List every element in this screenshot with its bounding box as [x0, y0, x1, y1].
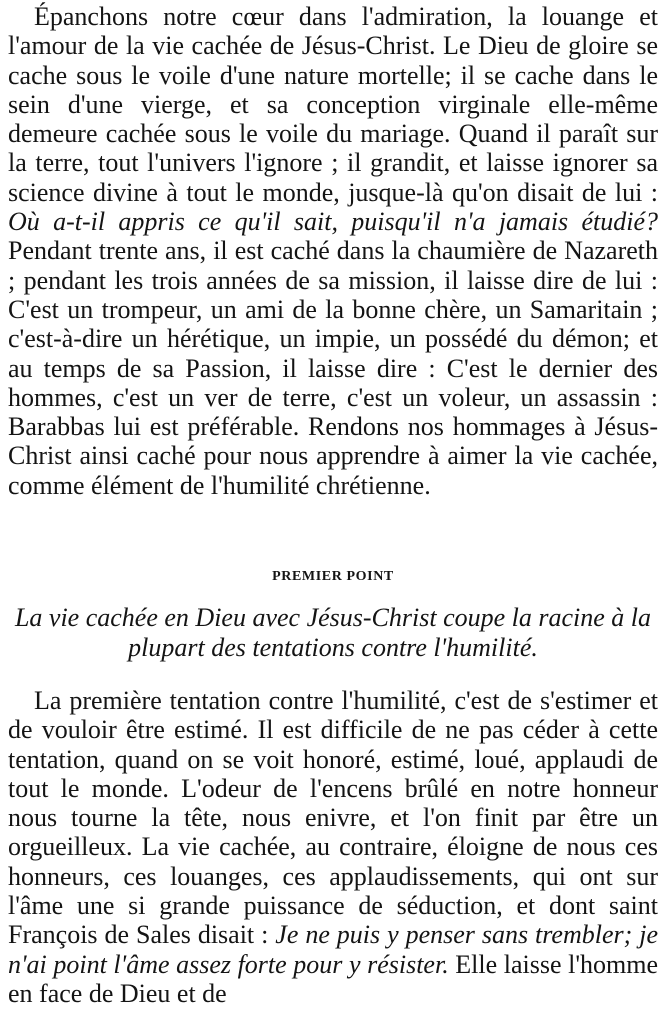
- section-subtitle: La vie cachée en Dieu avec Jésus-Christ coupe la racine à la plupart des tentations contre l'humilité.: [14, 603, 652, 662]
- paragraph-2-text-after-quote: Elle laisse l'homme en face de Dieu et de: [8, 949, 659, 1008]
- paragraph-2: [8, 686, 658, 1008]
- section-heading: PREMIER POINT: [272, 569, 394, 584]
- paragraph-2-quote: Je ne puis y penser sans trembler; je n'ai point l'âme assez forte pour y résister.: [8, 920, 658, 979]
- paragraph-1-quote: Où a-t-il appris ce qu'il sait, puisqu'il n'a jamais étudié?: [8, 207, 658, 237]
- paragraph-1-text-before-quote: Épanchons notre cœur dans l'admiration, la louange et l'amour de la vie cachée de Jésus-Christ. Le Dieu de gloire se cache sous le voile d'une nature mortelle; il se cache dans le sein d'une vierge, et sa conception virginale elle-même demeure cachée sous le voile du mariage. Quand il paraît sur la terre, tout l'univers l'ignore ; il grandit, et laisse ignorer sa science divine à tout le monde, jusque-là qu'on disait de lui :: [8, 2, 658, 207]
- paragraph-1-text: [8, 2, 658, 500]
- paragraph-2-text: [8, 686, 658, 1008]
- paragraph-2-text-before-quote: La première tentation contre l'humilité, c'est de s'estimer et de vouloir être estimé. Il est difficile de ne pas céder à cette tentation, quand on se voit honoré, estimé, loué, applaudi de tout le monde. L'odeur de l'encens brûlé en notre honneur nous tourne la tête, nous enivre, et l'on finit par être un orgueilleux. La vie cachée, au contraire, éloigne de nous ces honneurs, ces louanges, ces applaudissements, qui ont sur l'âme une si grande puissance de séduction, et dont saint François de Sales disait :: [8, 686, 658, 950]
- paragraph-1-text-after-quote: Pendant trente ans, il est caché dans la chaumière de Nazareth ; pendant les trois années de sa mission, il laisse dire de lui : C'est un trompeur, un ami de la bonne chère, un Samaritain ; c'est-à-dire un hérétique, un impie, un possédé du démon; et au temps de sa Passion, il laisse dire : C'est le dernier des hommes, c'est un ver de terre, c'est un voleur, un assassin : Barabbas lui est préférable. Rendons nos hommages à Jésus-Christ ainsi caché pour nous apprendre à aimer la vie cachée, comme élément de l'humilité chrétienne.: [8, 236, 658, 500]
- paragraph-1: [8, 2, 658, 500]
